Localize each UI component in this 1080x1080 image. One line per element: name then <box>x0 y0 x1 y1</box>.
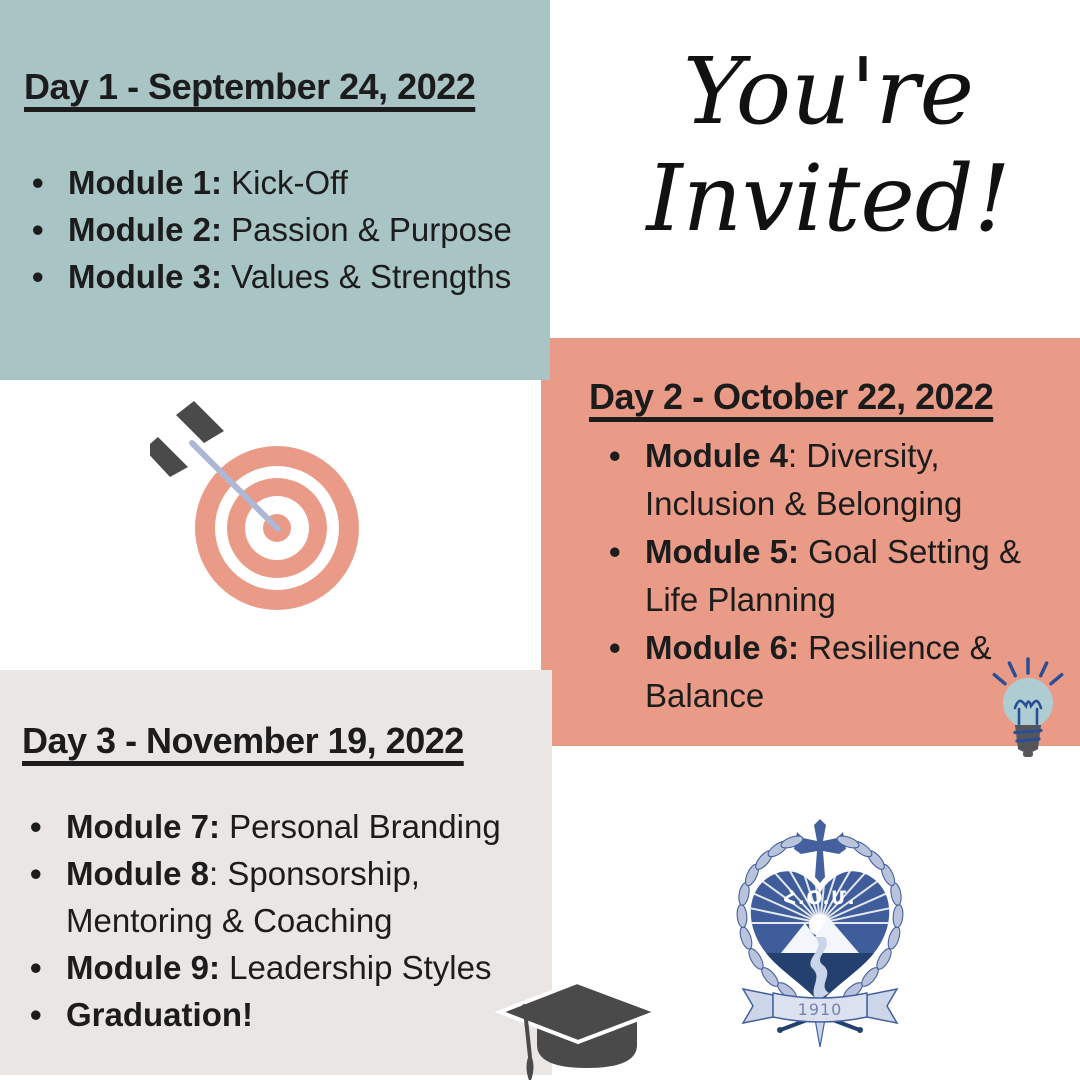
sword-blade <box>815 1019 825 1047</box>
crest-year: 1910 <box>797 1000 843 1019</box>
day2-title: Day 2 - October 22, 2022 <box>589 376 994 417</box>
day1-title: Day 1 - September 24, 2022 <box>24 66 476 107</box>
invite-line-1: You're <box>682 38 975 145</box>
list-item: • Module 9: Leadership Styles <box>30 944 542 991</box>
list-item: • Graduation! <box>30 991 542 1038</box>
invite-headline <box>555 38 1080 252</box>
ars-hom-crest-logo <box>715 805 925 1060</box>
crest-acronym: Հ.Օ.Մ. <box>783 887 857 909</box>
list-item: • Module 3: Values & Strengths <box>32 253 536 300</box>
armenian-cross <box>794 819 846 883</box>
list-item: • Module 4: Diversity, Inclusion & Belonging <box>609 432 1060 528</box>
day1-panel <box>0 0 550 380</box>
lightbulb-icon <box>985 645 1080 770</box>
list-item: • Module 1: Kick-Off <box>32 159 536 206</box>
list-item: • Module 6: Resilience & Balance <box>609 624 1060 720</box>
day3-title: Day 3 - November 19, 2022 <box>22 720 464 761</box>
target-with-arrow-icon <box>150 395 380 625</box>
list-item: • Module 2: Passion & Purpose <box>32 206 536 253</box>
day3-list <box>22 803 542 1038</box>
list-item: • Module 8: Sponsorship, Mentoring & Coaching <box>30 850 542 944</box>
list-item: • Module 7: Personal Branding <box>30 803 542 850</box>
day1-list <box>24 159 536 300</box>
list-item: • Module 5: Goal Setting & Life Planning <box>609 528 1060 624</box>
invite-line-2: Invited! <box>646 145 1011 252</box>
graduation-cap-icon <box>465 955 675 1080</box>
